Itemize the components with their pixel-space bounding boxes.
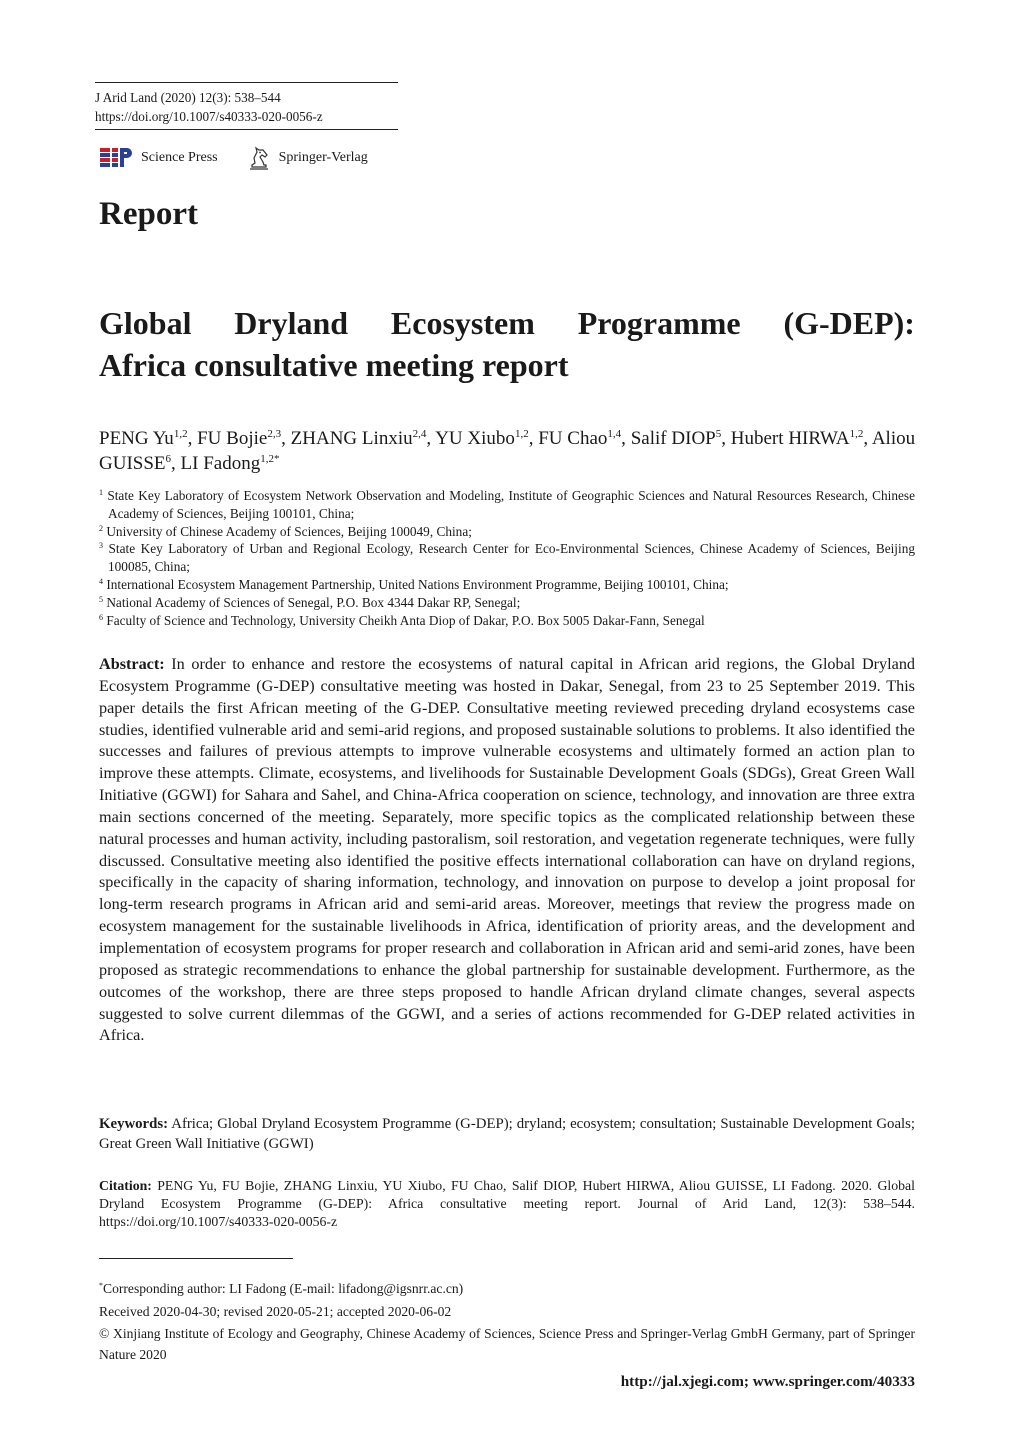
author-name: LI Fadong [180, 453, 261, 474]
title-line-2: Africa consultative meeting report [99, 347, 569, 383]
journal-doi[interactable]: https://doi.org/10.1007/s40333-020-0056-z [95, 109, 323, 124]
publisher-science-press [99, 147, 218, 169]
title-word: Ecosystem [390, 305, 535, 341]
affiliation-text: Faculty of Science and Technology, University Cheikh Anta Diop of Dakar, P.O. Box 5005 Dakar-Fann, Senegal [106, 612, 705, 628]
author-affiliation-mark: 1,2* [260, 453, 280, 465]
affiliation-number: 4 [99, 576, 103, 586]
author-affiliation-mark: 1,2 [849, 428, 864, 440]
affiliation-number: 3 [99, 541, 103, 551]
footer-urls[interactable]: http://jal.xjegi.com; www.springer.com/40333 [620, 1373, 915, 1390]
author-name: Salif DIOP [630, 428, 716, 449]
title-line-1 [99, 302, 915, 344]
corresponding-mark: * [99, 1281, 103, 1290]
header-rule-top [95, 82, 398, 83]
publisher-name: Science Press [141, 150, 218, 165]
author-affiliation-mark: 2,3 [267, 428, 282, 440]
affiliation-item [99, 612, 915, 630]
author-affiliation-mark: 1,2 [514, 428, 529, 440]
abstract-text: In order to enhance and restore the ecosystems of natural capital in African arid regions, the Global Dryland Ecosystem Programme (G-DEP) consultative meeting was hosted in Dakar, Senegal, from 23 to 25 September 2019. This paper details the first African meeting of the G-DEP. Consultative meeting reviewed preceding dryland ecosystems case studies, identified vulnerable arid and semi-arid regions, and proposed sustainable solutions to problems. It also identified the successes and failures of previous attempts to improve vulnerable ecosystems and ultimately formed an action plan to improve these attempts. Climate, ecosystems, and livelihoods for Sustainable Development Goals (SDGs), Great Green Wall Initiative (GGWI) for Sahara and Sahel, and China-Africa cooperation on science, technology, and innovation are three extra main sections concerned of the meeting. Separately, more specific topics as the complicated relationship between these natural processes and human activity, including pastoralism, soil restoration, and vegetation regenerate techniques, were fully discussed. Consultative meeting also identified the positive effects international collaboration can have on dryland regions, specifically in the capacity of sharing information, technology, and innovation on purpose to develop a joint proposal for long-term research programs in African arid and semi-arid areas. Moreover, meetings that review the progress made on ecosystem management for the sustainable livelihoods in Africa, identification of priority areas, and the development and implementation of ecosystem programs for proper research and collaboration in African arid and semi-arid zones, have been proposed as strategic recommendations to enhance the global partnership for sustainable development. Furthermore, as the outcomes of the workshop, there are three steps proposed to handle African dryland climate changes, several aspects suggested to solve current dilemmas of the GGWI, and a series of actions recommended for G-DEP related activities in Africa. [99, 655, 916, 1045]
affiliation-item [99, 523, 915, 541]
citation-label: Citation: [99, 1178, 152, 1193]
footnote-rule [99, 1258, 293, 1259]
publisher-springer [248, 146, 368, 170]
author-name: PENG Yu [99, 428, 174, 449]
affiliation-text: National Academy of Sciences of Senegal, P.O. Box 4344 Dakar RP, Senegal; [106, 594, 521, 610]
publisher-logos [99, 146, 398, 170]
abstract-paragraph [99, 654, 915, 1047]
keywords-text: Africa; Global Dryland Ecosystem Programme (G-DEP); dryland; ecosystem; consultation; Sustainable Development Goals; Great Green Wall Initiative (GGWI) [99, 1116, 915, 1153]
affiliation-item [99, 594, 915, 612]
corresponding-text: Corresponding author: LI Fadong (E-mail: lifadong@igsnrr.ac.cn) [103, 1281, 464, 1296]
author-name: FU Bojie [197, 428, 268, 449]
journal-citation: J Arid Land (2020) 12(3): 538–544 [95, 90, 281, 105]
springer-knight-logo-icon [248, 146, 270, 170]
keywords-label: Keywords: [99, 1116, 169, 1132]
author-affiliation-mark: 1,4 [607, 428, 622, 440]
copyright-note: © Xinjiang Institute of Ecology and Geography, Chinese Academy of Sciences, Science Press and Springer-Verlag GmbH Germany, part of Springer Nature 2020 [99, 1326, 915, 1362]
affiliation-text: University of Chinese Academy of Sciences, Beijing 100049, China; [106, 523, 472, 539]
author-list: PENG Yu$^{1,2}$, FU Bojie$^{2,3}$, ZHANG Linxiu$^{2,4}$, YU Xiubo$^{1,2}$, FU Chao$^{1,4}$, Salif DIOP$^5$, Hubert HIRWA$^{1,2}$, Aliou GUISSE$^6$, LI Fadong$^{1,2*}$ [99, 428, 916, 474]
author-affiliation-mark: 6 [165, 453, 172, 465]
affiliation-item [99, 540, 915, 576]
affiliation-number: 5 [99, 594, 103, 604]
section-label: Report [99, 196, 198, 232]
science-press-logo-icon [99, 147, 132, 169]
author-name: FU Chao [538, 428, 608, 449]
abstract-label: Abstract: [99, 655, 165, 673]
author-name: ZHANG Linxiu [290, 428, 413, 449]
citation-paragraph [99, 1177, 915, 1231]
affiliation-text: State Key Laboratory of Ecosystem Network Observation and Modeling, Institute of Geographic Sciences and Natural Resources Research, Chinese Academy of Sciences, Beijing 100101, China; [107, 488, 916, 521]
author-affiliation-mark: 2,4 [412, 428, 427, 440]
author-affiliation-mark: 1,2 [173, 428, 188, 440]
received-dates: Received 2020-04-30; revised 2020-05-21; accepted 2020-06-02 [99, 1303, 452, 1319]
keywords-paragraph [99, 1114, 915, 1155]
corresponding-author-note [99, 1278, 915, 1301]
affiliation-text: International Ecosystem Management Partnership, United Nations Environment Programme, Beijing 100101, China; [106, 576, 729, 592]
affiliation-item [99, 576, 915, 594]
affiliation-text: State Key Laboratory of Urban and Regional Ecology, Research Center for Eco-Environmental Sciences, Chinese Academy of Sciences, Beijing 100085, China; [108, 541, 915, 575]
affiliation-number: 6 [99, 612, 103, 622]
affiliation-number: 1 [99, 488, 103, 497]
affiliation-item [99, 487, 915, 523]
header-rule-bottom [95, 129, 398, 130]
author-name: YU Xiubo [435, 428, 515, 449]
article-title [99, 302, 915, 386]
footnotes [99, 1278, 915, 1365]
author-name: Hubert HIRWA [730, 428, 850, 449]
title-word: Programme [577, 305, 741, 341]
author-name: Aliou GUISSE [99, 428, 916, 474]
title-word: Dryland [234, 305, 349, 341]
publisher-name: Springer-Verlag [278, 150, 368, 165]
citation-text: PENG Yu, FU Bojie, ZHANG Linxiu, YU Xiubo, FU Chao, Salif DIOP, Hubert HIRWA, Aliou GUISSE, LI Fadong. 2020. Global Dryland Ecosystem Programme (G-DEP): Africa consultative meeting report. Journal of Arid Land, 12(3): 538–544. https://doi.org/10.1007/s40333-020-0056-z [99, 1178, 915, 1229]
title-word: Global [99, 305, 192, 341]
title-word: (G-DEP): [783, 305, 915, 341]
journal-info [95, 82, 398, 130]
affiliation-list [99, 487, 915, 629]
affiliation-number: 2 [99, 523, 103, 533]
author-affiliation-mark: 5 [715, 428, 722, 440]
